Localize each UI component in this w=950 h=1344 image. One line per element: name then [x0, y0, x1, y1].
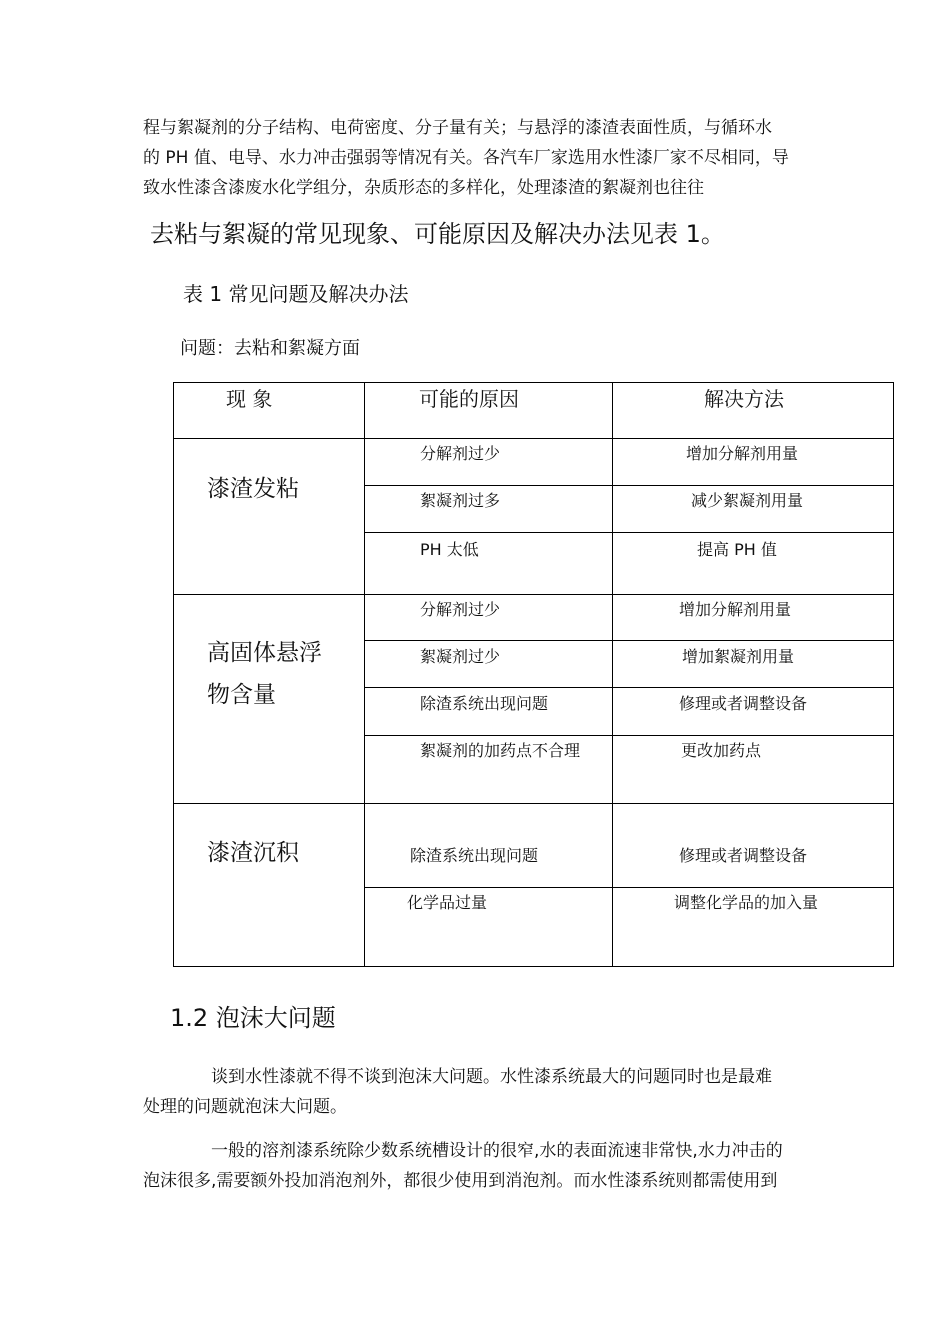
solution-cell: 更改加药点	[681, 741, 762, 760]
table-border	[364, 382, 365, 967]
cause-cell: 除渣系统出现问题	[410, 846, 539, 865]
phenomenon-cell: 漆渣沉积	[207, 840, 299, 866]
table-border	[173, 594, 894, 595]
cause-cell: 除渣系统出现问题	[420, 694, 549, 713]
paragraph-line: 一般的溶剂漆系统除少数系统槽设计的很窄,水的表面流速非常快,水力冲击的	[211, 1141, 783, 1161]
cause-cell: 絮凝剂过多	[420, 491, 501, 510]
table-border	[173, 966, 894, 967]
solution-cell: 提高 PH 值	[697, 540, 777, 559]
table-border	[364, 887, 894, 888]
phenomenon-line: 高固体悬浮	[207, 640, 322, 666]
solution-cell: 增加分解剂用量	[686, 444, 799, 463]
table-border	[364, 735, 894, 736]
cause-cell: 絮凝剂的加药点不合理	[420, 741, 581, 760]
solution-cell: 修理或者调整设备	[679, 694, 808, 713]
solution-cell: 调整化学品的加入量	[674, 893, 819, 912]
paragraph-line: 泡沫很多,需要额外投加消泡剂外，都很少使用到消泡剂。而水性漆系统则都需使用到	[143, 1171, 778, 1191]
section-heading: 去粘与絮凝的常见现象、可能原因及解决办法见表 1。	[150, 220, 725, 248]
table-border	[173, 803, 894, 804]
intro-line: 的 PH 值、电导、水力冲击强弱等情况有关。各汽车厂家选用水性漆厂家不尽相同，导	[143, 148, 789, 168]
table-border	[364, 640, 894, 641]
intro-line: 程与絮凝剂的分子结构、电荷密度、分子量有关；与悬浮的漆渣表面性质，与循环水	[143, 118, 772, 138]
phenomenon-cell: 漆渣发粘	[207, 476, 299, 502]
cause-cell: PH 太低	[420, 540, 479, 559]
cause-cell: 分解剂过少	[420, 600, 501, 619]
solution-cell: 减少絮凝剂用量	[691, 491, 804, 510]
cause-cell: 分解剂过少	[420, 444, 501, 463]
table-border	[612, 382, 613, 967]
intro-paragraph	[143, 113, 823, 203]
problem-table	[173, 382, 895, 967]
table-border	[364, 485, 894, 486]
table-border	[173, 382, 894, 383]
table-caption: 问题：去粘和絮凝方面	[180, 338, 360, 359]
intro-line: 致水性漆含漆废水化学组分，杂质形态的多样化，处理漆渣的絮凝剂也往往	[143, 178, 704, 198]
header-cause: 可能的原因	[419, 387, 519, 411]
cause-cell: 化学品过量	[407, 893, 488, 912]
phenomenon-cell	[207, 632, 322, 716]
solution-cell: 增加絮凝剂用量	[682, 647, 795, 666]
body-paragraph	[143, 1136, 823, 1196]
table-border	[173, 438, 894, 439]
solution-cell: 增加分解剂用量	[679, 600, 792, 619]
table-border	[364, 532, 894, 533]
paragraph-line: 处理的问题就泡沫大问题。	[143, 1097, 347, 1117]
header-phenomenon: 现 象	[226, 387, 273, 411]
table-border	[173, 382, 174, 967]
phenomenon-line: 物含量	[207, 682, 276, 708]
solution-cell: 修理或者调整设备	[679, 846, 808, 865]
table-border	[364, 687, 894, 688]
section-heading: 1.2 泡沫大问题	[170, 1004, 336, 1032]
table-title: 表 1 常见问题及解决办法	[183, 282, 409, 306]
body-paragraph	[143, 1062, 823, 1122]
cause-cell: 絮凝剂过少	[420, 647, 501, 666]
header-solution: 解决方法	[704, 387, 784, 411]
paragraph-line: 谈到水性漆就不得不谈到泡沫大问题。水性漆系统最大的问题同时也是最难	[211, 1067, 772, 1087]
table-border	[893, 382, 894, 967]
